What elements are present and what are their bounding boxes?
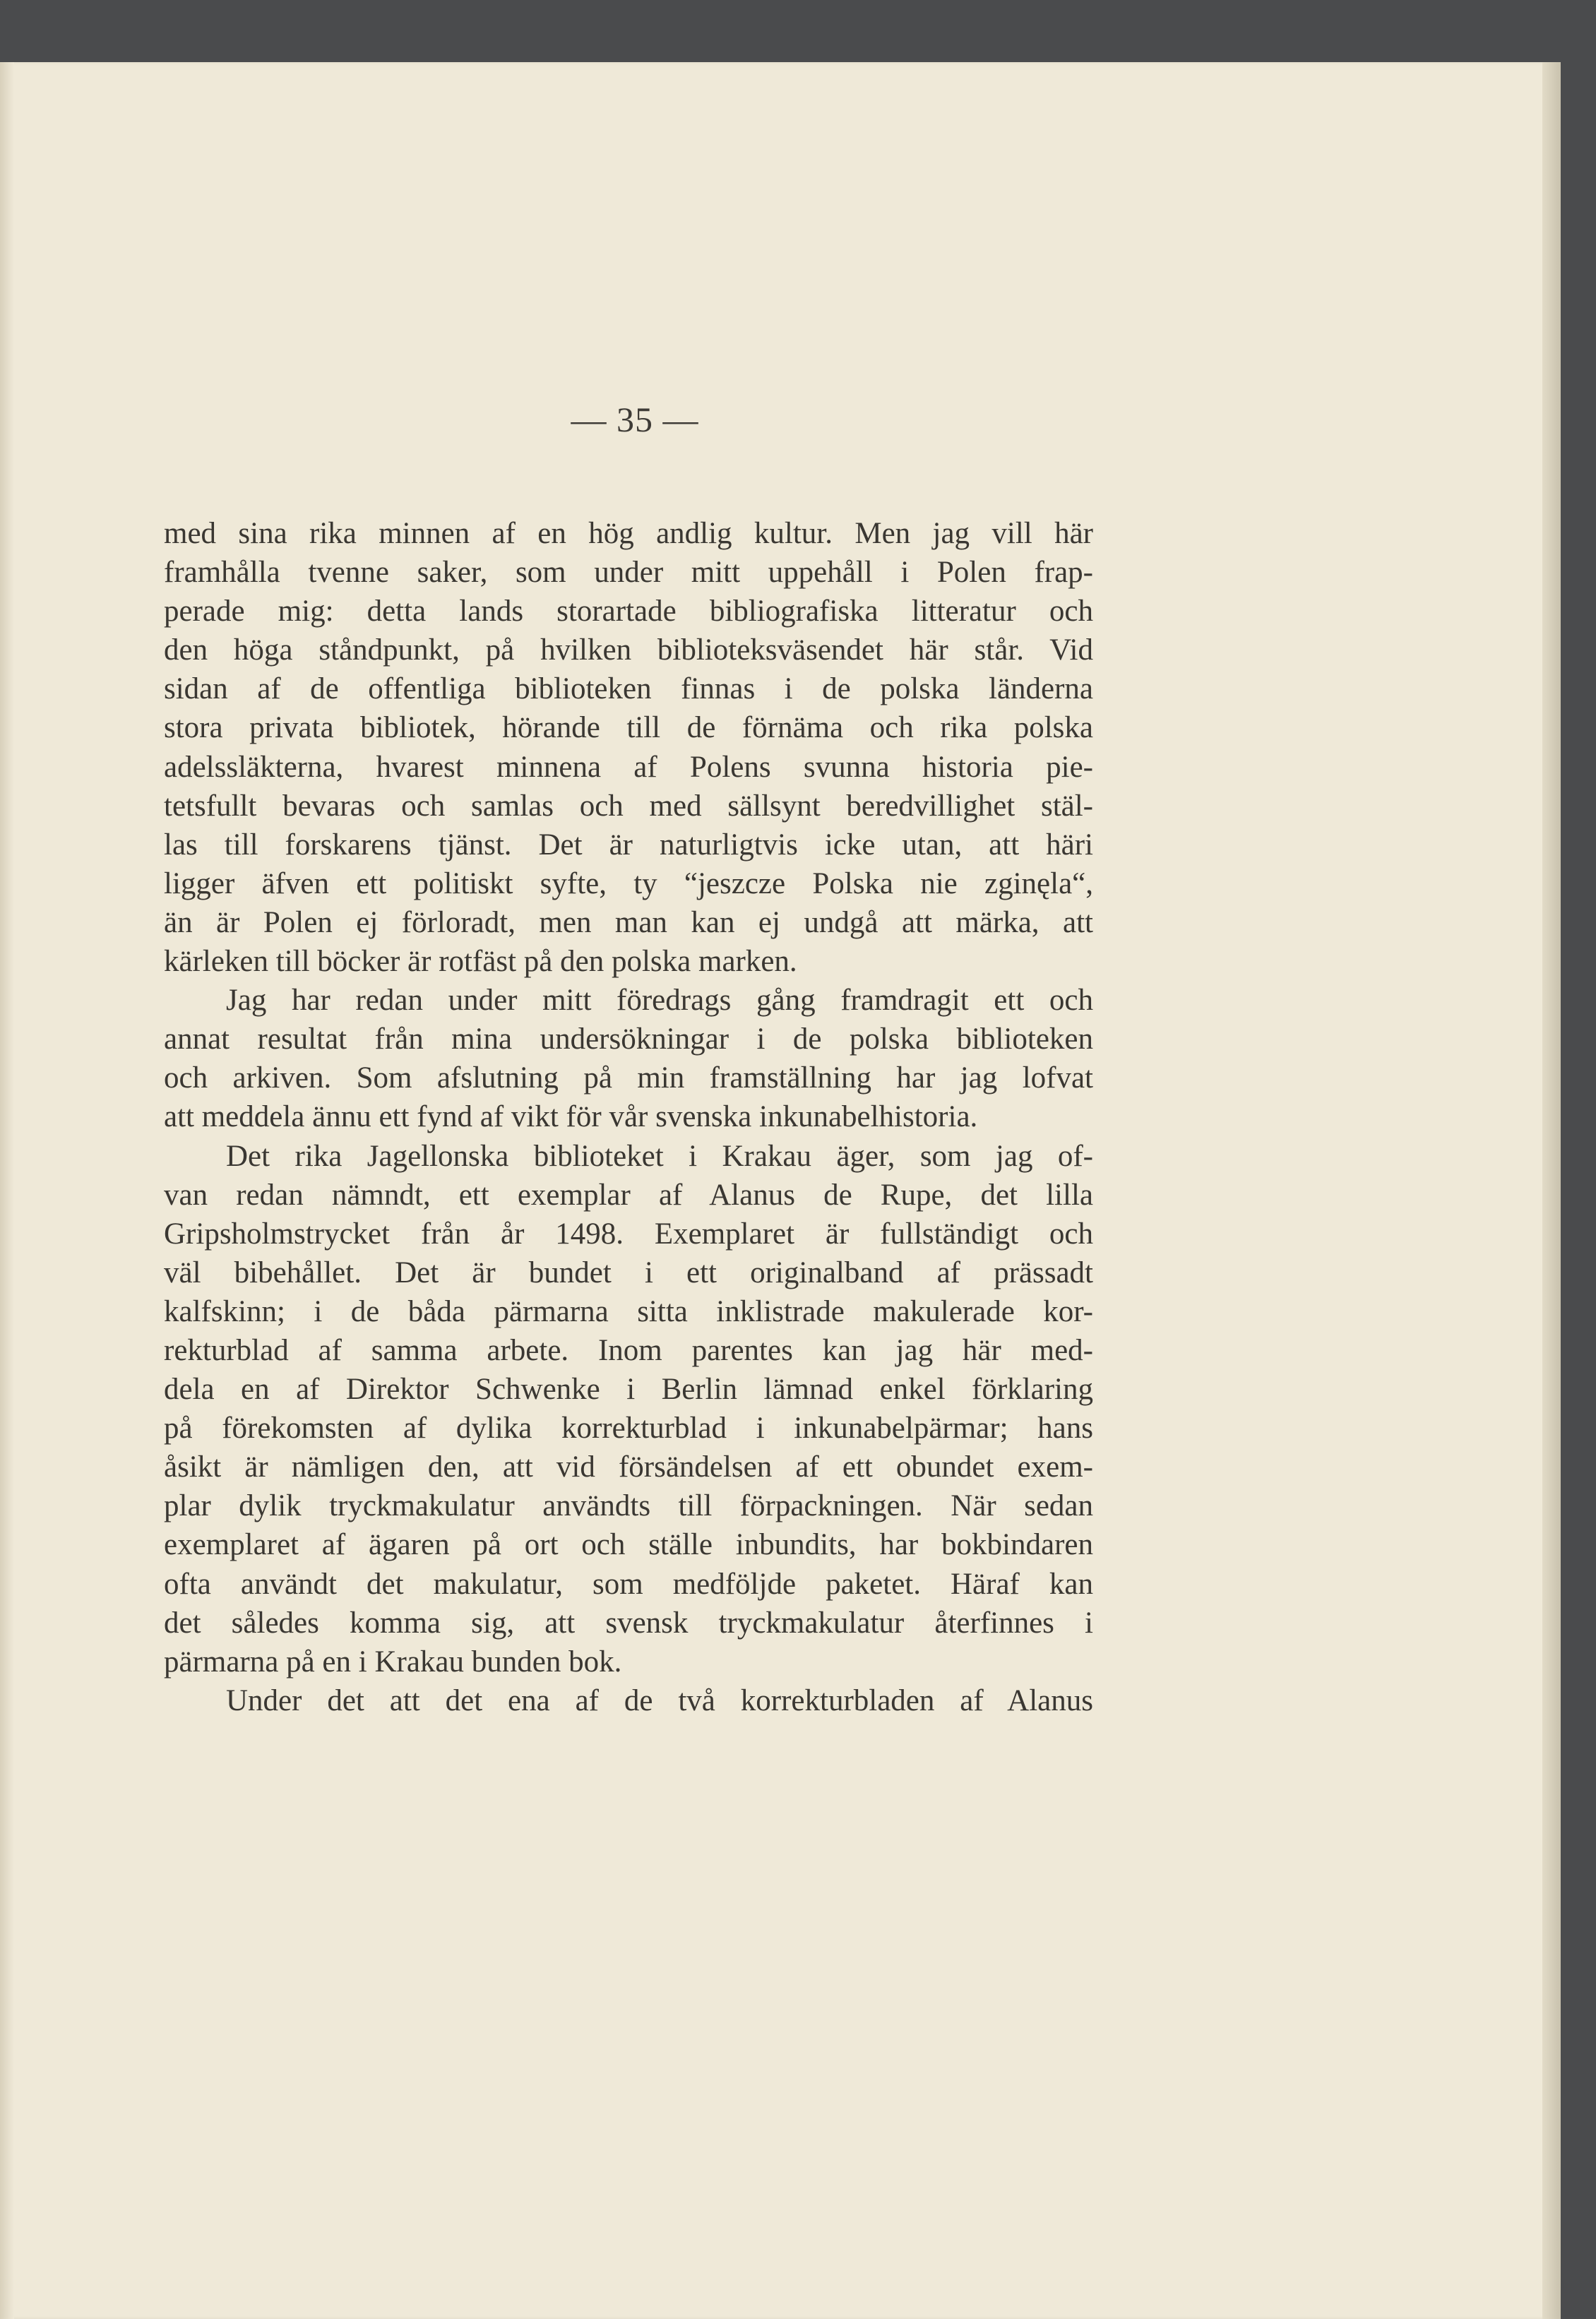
- text-line: pärmarna på en i Krakau bunden bok.: [164, 1645, 622, 1679]
- text-line: ligger äfven ett politiskt syfte, ty “jeszcze Polska nie zginęla“,: [164, 866, 1093, 900]
- text-line: framhålla tvenne saker, som under mitt uppehåll i Polen frap-: [164, 556, 1093, 590]
- text-line: stora privata bibliotek, hörande till de förnäma och rika polska: [164, 711, 1093, 745]
- text-line: Jag har redan under mitt föredrags gång framdragit ett och: [226, 984, 1093, 1018]
- text-line: att meddela ännu ett fynd af vikt för vår svenska inkunabelhistoria.: [164, 1100, 978, 1134]
- text-line: plar dylik tryckmakulatur användts till förpackningen. När sedan: [164, 1489, 1093, 1523]
- body-text: [164, 514, 1093, 1720]
- text-line: Det rika Jagellonska biblioteket i Krakau äger, som jag of-: [226, 1139, 1093, 1173]
- text-line: las till forskarens tjänst. Det är naturligtvis icke utan, att häri: [164, 828, 1093, 862]
- text-line: Gripsholmstrycket från år 1498. Exemplaret är fullständigt och: [164, 1217, 1093, 1251]
- text-line: åsikt är nämligen den, att vid försändelsen af ett obundet exem-: [164, 1450, 1093, 1484]
- text-line: sidan af de offentliga biblioteken finnas i de polska länderna: [164, 672, 1093, 706]
- text-line: kärleken till böcker är rotfäst på den polska marken.: [164, 945, 797, 979]
- text-line: exemplaret af ägaren på ort och ställe inbundits, har bokbindaren: [164, 1528, 1093, 1562]
- text-line: väl bibehållet. Det är bundet i ett originalband af prässadt: [164, 1256, 1093, 1289]
- text-line: dela en af Direktor Schwenke i Berlin lämnad enkel förklaring: [164, 1373, 1093, 1407]
- text-line: van redan nämndt, ett exemplar af Alanus de Rupe, det lilla: [164, 1178, 1093, 1212]
- page-number: — 35 —: [571, 400, 699, 439]
- page-right-edge: [1542, 62, 1561, 2319]
- text-line: ofta användt det makulatur, som medföljde paketet. Häraf kan: [164, 1567, 1093, 1601]
- text-line: tetsfullt bevaras och samlas och med sällsynt beredvillighet stäl-: [164, 789, 1093, 823]
- text-line: adelssläkterna, hvarest minnena af Polens svunna historia pie-: [164, 750, 1093, 784]
- text-line: kalfskinn; i de båda pärmarna sitta inklistrade makulerade kor-: [164, 1294, 1093, 1328]
- text-line: och arkiven. Som afslutning på min framställning har jag lofvat: [164, 1061, 1093, 1095]
- text-line: perade mig: detta lands storartade bibliografiska litteratur och: [164, 595, 1093, 628]
- text-line: med sina rika minnen af en hög andlig kultur. Men jag vill här: [164, 517, 1093, 550]
- text-line: rekturblad af samma arbete. Inom parentes kan jag här med-: [164, 1333, 1093, 1367]
- text-line: det således komma sig, att svensk tryckmakulatur återfinnes i: [164, 1606, 1093, 1640]
- book-page: [0, 62, 1561, 2319]
- text-line: än är Polen ej förloradt, men man kan ej undgå att märka, att: [164, 905, 1093, 939]
- text-line: annat resultat från mina undersökningar i de polska biblioteken: [164, 1023, 1093, 1056]
- text-line: på förekomsten af dylika korrekturblad i inkunabelpärmar; hans: [164, 1412, 1093, 1445]
- text-line: Under det att det ena af de två korrekturbladen af Alanus: [226, 1683, 1093, 1717]
- text-line: den höga ståndpunkt, på hvilken biblioteksväsendet här står. Vid: [164, 633, 1093, 667]
